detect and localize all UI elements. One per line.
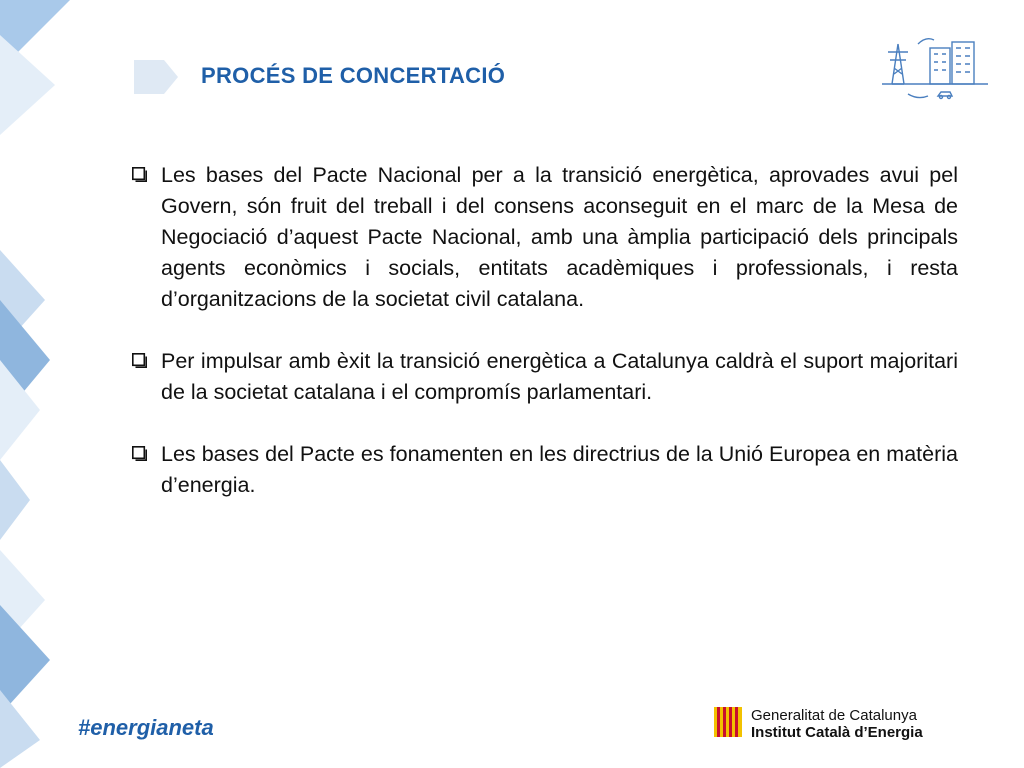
- bullet-item-2: [130, 346, 958, 408]
- title-tab-shape: [134, 60, 178, 94]
- bullet-text-1: Les bases del Pacte Nacional per a la transició energètica, aprovades avui pel Govern, són fruit del treball i del consens aconseguit en el marc de la Mesa de Negociació d’aquest Pacte Nacional, amb una àmplia participació dels principals agents econòmics i socials, entitats acadèmiques i professionals, i resta d’organitzacions de la societat civil catalana.: [161, 163, 958, 311]
- footer-org-line2: Institut Català d’Energia: [751, 724, 923, 741]
- bullet-text-3: Les bases del Pacte es fonamenten en les directrius de la Unió Europea en matèria d’energia.: [161, 442, 958, 497]
- gencat-flag-icon: [713, 706, 743, 738]
- bullet-list: [130, 160, 958, 532]
- hashtag-label: #energianeta: [78, 715, 214, 740]
- footer-org-name: [751, 707, 923, 741]
- footer-org-line1: Generalitat de Catalunya: [751, 707, 917, 724]
- checkbox-square-icon: [132, 353, 147, 368]
- checkbox-square-icon: [132, 167, 147, 182]
- checkbox-square-icon: [132, 446, 147, 461]
- slide-title: PROCÉS DE CONCERTACIÓ: [201, 63, 506, 88]
- energy-transition-icon: [878, 34, 992, 104]
- decorative-side-pattern: [0, 0, 120, 768]
- bullet-item-3: [130, 439, 958, 501]
- bullet-item-1: [130, 160, 958, 315]
- bullet-text-2: Per impulsar amb èxit la transició energètica a Catalunya caldrà el suport majoritari de la societat catalana i el compromís parlamentari.: [161, 349, 958, 404]
